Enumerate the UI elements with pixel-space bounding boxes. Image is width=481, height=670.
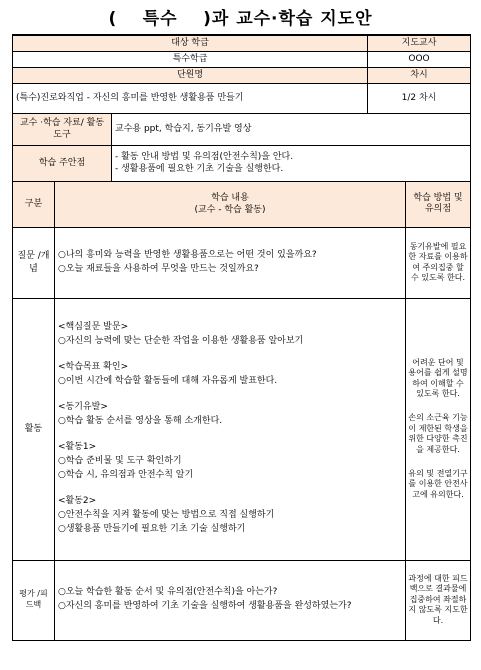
materials-label: 교수 ·학습 자료/ 활동 도구 xyxy=(13,113,112,145)
materials-value: 교수용 ppt, 학습지, 동기유발 영상 xyxy=(112,113,471,145)
method-note: 과정에 대한 피드백으로 결과물에 집중하여 좌절하지 않도록 지도한다. xyxy=(408,574,468,625)
content-line: ○자신의 능력에 맞는 단순한 작업을 이용한 생활용품 알아보기 xyxy=(58,336,304,347)
method-note: 동기유발에 필요한 자료를 이용하여 주의집중 할 수 있도록 한다. xyxy=(408,241,468,282)
content-label: 학습 내용 xyxy=(211,192,249,203)
target-label: 대상 학급 xyxy=(13,35,368,51)
content-line: ○나의 흥미와 능력을 반영한 생활용품으로는 어떤 것이 있을까요? xyxy=(58,249,317,260)
unit-header-row xyxy=(13,67,471,83)
notes-label: 학습 주안점 xyxy=(13,145,112,181)
note-line: - 생활용품에 필요한 기초 기술을 실행한다. xyxy=(115,164,284,174)
method-note: 어려운 단어 및 용어를 쉽게 설명하여 이해할 수 있도록 한다. xyxy=(408,357,468,399)
info-value-row xyxy=(13,51,471,67)
row-question-content xyxy=(55,227,406,298)
page-title xyxy=(0,4,481,29)
class-value: 특수학급 xyxy=(13,51,368,67)
group-heading: <활동1> xyxy=(58,442,97,452)
row-evaluation-content xyxy=(55,560,406,640)
group-heading: <학습목표 확인> xyxy=(58,362,129,373)
method-label: 학습 방법 및 유의점 xyxy=(406,181,471,227)
content-line: ○이번 시간에 학습할 활동들에 대해 자유롭게 발표한다. xyxy=(58,376,278,387)
materials-row xyxy=(13,113,471,145)
notes-values xyxy=(112,145,471,181)
subject-fill: 특수 xyxy=(142,9,178,29)
unit-value-row xyxy=(13,83,471,113)
group-heading: <핵심질문 발문> xyxy=(58,322,129,333)
row-activity xyxy=(13,298,471,560)
lesson-plan-table xyxy=(12,34,470,641)
info-header-row xyxy=(13,35,471,51)
content-line: ○학습 활동 순서를 영상을 통해 소개한다. xyxy=(58,416,223,427)
group-heading: <활동2> xyxy=(58,495,97,506)
row-activity-notes xyxy=(406,298,471,560)
period-label: 차시 xyxy=(368,67,471,83)
content-line: ○학습 시, 유의점과 안전수칙 알기 xyxy=(58,469,194,480)
row-question xyxy=(13,227,471,298)
section-header-row xyxy=(13,181,471,227)
row-evaluation xyxy=(13,560,471,640)
method-note: 유의 및 전열기구를 이용한 안전사고에 유의한다. xyxy=(408,468,468,499)
content-sub: (교수 - 학습 활동) xyxy=(194,205,266,215)
title-close: )과 교수·학습 지도안 xyxy=(203,9,373,29)
notes-row xyxy=(13,145,471,181)
row-evaluation-notes xyxy=(406,560,471,640)
unit-label: 단원명 xyxy=(13,67,368,83)
method-note: 손의 소근육 기능이 제한된 학생을 위한 다양한 촉진을 제공한다. xyxy=(408,413,468,454)
content-line: ○생활용품 만들기에 필요한 기초 기술 실행하기 xyxy=(58,523,246,534)
content-line: ○안전수칙을 지켜 활동에 맞는 방법으로 직접 실행하기 xyxy=(58,509,275,520)
row-question-notes xyxy=(406,227,471,298)
content-header xyxy=(55,181,406,227)
row-activity-content xyxy=(55,298,406,560)
row-evaluation-label: 평가 /피드백 xyxy=(13,560,55,640)
content-line: ○자신의 흥미를 반영하여 기초 기술을 실행하여 생활용품을 완성하였는가? xyxy=(58,601,352,611)
content-line: ○학습 준비물 및 도구 확인하기 xyxy=(58,455,182,466)
content-line: ○오늘 재료들을 사용하여 무엇을 만드는 것일까요? xyxy=(58,263,259,274)
note-line: - 활동 안내 방법 및 유의점(안전수칙)을 안다. xyxy=(115,151,294,162)
group-heading: <동기유발> xyxy=(58,402,108,413)
row-activity-label: 활동 xyxy=(13,298,55,560)
subject-blank xyxy=(124,4,196,29)
period-value: 1/2 차시 xyxy=(368,83,471,113)
section-label: 구분 xyxy=(13,181,55,227)
teacher-label: 지도교사 xyxy=(368,35,471,51)
title-open: ( xyxy=(108,9,118,29)
content-line: ○오늘 학습한 활동 순서 및 유의점(안전수칙)을 아는가? xyxy=(58,587,278,598)
row-question-label: 질문 /개념 xyxy=(13,227,55,298)
unit-value: (특수)진로와직업 - 자신의 흥미를 반영한 생활용품 만들기 xyxy=(13,83,368,113)
teacher-value: OOO xyxy=(368,51,471,67)
